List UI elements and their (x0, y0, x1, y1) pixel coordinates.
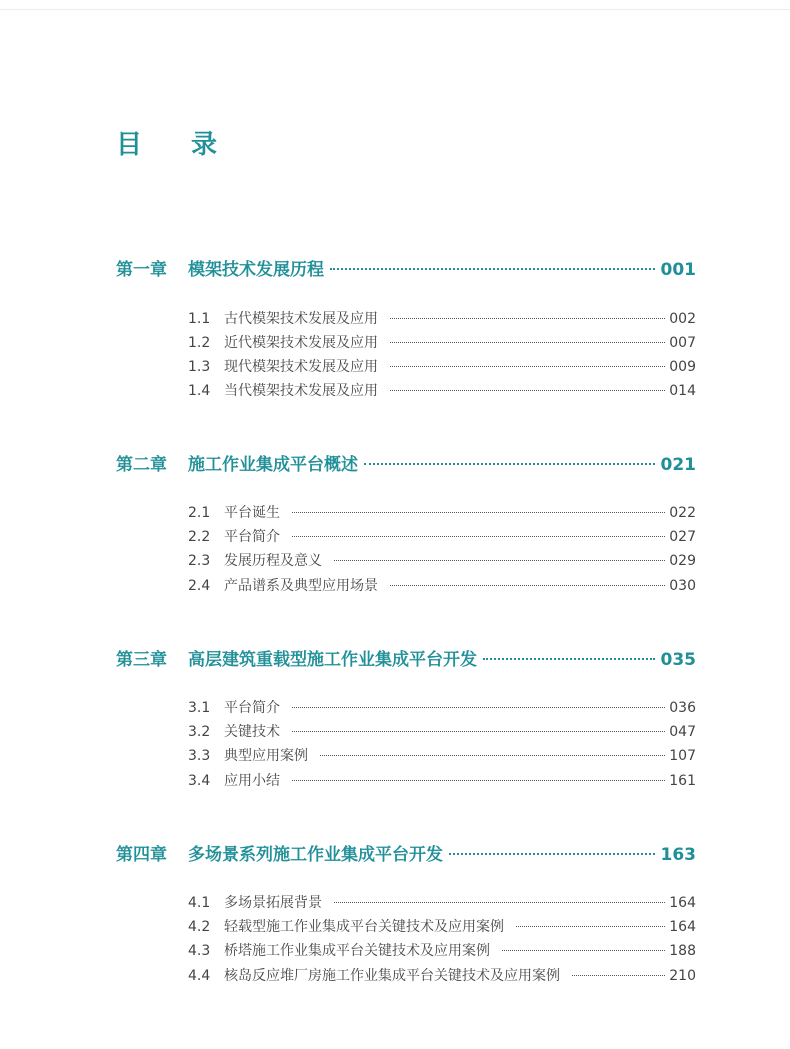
section-number: 4.4 (188, 968, 211, 984)
section-page: 164 (669, 919, 696, 935)
dot-leader (364, 463, 655, 465)
section-number: 3.4 (188, 773, 211, 789)
chapter-title: 施工作业集成平台概述 (188, 455, 358, 475)
section-title: 古代模架技术发展及应用 (224, 311, 378, 327)
dot-leader (449, 853, 655, 855)
dot-leader (572, 975, 665, 976)
section-page: 030 (669, 578, 696, 594)
dot-leader (292, 512, 665, 513)
section-title: 典型应用案例 (224, 748, 308, 764)
section-page: 036 (669, 700, 696, 716)
chapter-title: 多场景系列施工作业集成平台开发 (188, 845, 443, 865)
chapter-number: 第一章 (116, 260, 167, 280)
chapter-number: 第四章 (116, 845, 167, 865)
chapter-1-entry[interactable] (116, 259, 696, 281)
section-number: 2.3 (188, 553, 211, 569)
section-2-3-entry[interactable] (188, 551, 696, 571)
dot-leader (334, 560, 665, 561)
chapter-4-entry[interactable] (116, 844, 696, 866)
chapter-number: 第二章 (116, 455, 167, 475)
section-title: 应用小结 (224, 773, 280, 789)
section-title: 核岛反应堆厂房施工作业集成平台关键技术及应用案例 (224, 968, 560, 984)
chapter-page: 021 (660, 455, 696, 475)
section-2-4-entry[interactable] (188, 576, 696, 596)
section-2-1-entry[interactable] (188, 503, 696, 523)
section-title: 关键技术 (224, 724, 280, 740)
section-page: 022 (669, 505, 696, 521)
section-1-2-entry[interactable] (188, 333, 696, 353)
section-1-4-entry[interactable] (188, 381, 696, 401)
dot-leader (320, 755, 665, 756)
section-number: 2.4 (188, 578, 211, 594)
section-page: 027 (669, 529, 696, 545)
dot-leader (334, 902, 665, 903)
dot-leader (390, 366, 665, 367)
section-title: 发展历程及意义 (224, 553, 322, 569)
dot-leader (292, 780, 665, 781)
section-title: 平台诞生 (224, 505, 280, 521)
section-2-2-entry[interactable] (188, 527, 696, 547)
dot-leader (292, 707, 665, 708)
chapter-3-entry[interactable] (116, 649, 696, 671)
section-4-2-entry[interactable] (188, 917, 696, 937)
section-title: 轻载型施工作业集成平台关键技术及应用案例 (224, 919, 504, 935)
dot-leader (502, 950, 665, 951)
chapter-page: 001 (660, 260, 696, 280)
section-page: 029 (669, 553, 696, 569)
section-3-4-entry[interactable] (188, 771, 696, 791)
section-page: 014 (669, 383, 696, 399)
chapter-number: 第三章 (116, 650, 167, 670)
section-3-1-entry[interactable] (188, 698, 696, 718)
chapter-2-entry[interactable] (116, 454, 696, 476)
section-number: 4.2 (188, 919, 211, 935)
dot-leader (390, 585, 665, 586)
section-number: 1.3 (188, 359, 211, 375)
section-number: 2.2 (188, 529, 211, 545)
chapter-page: 163 (660, 845, 696, 865)
section-number: 3.3 (188, 748, 211, 764)
dot-leader (292, 536, 665, 537)
dot-leader (390, 342, 665, 343)
dot-leader (483, 658, 655, 660)
section-title: 现代模架技术发展及应用 (224, 359, 378, 375)
toc-title: 目 录 (116, 130, 238, 160)
section-number: 1.2 (188, 335, 211, 351)
dot-leader (330, 268, 655, 270)
section-page: 161 (669, 773, 696, 789)
section-page: 007 (669, 335, 696, 351)
dot-leader (516, 926, 665, 927)
chapter-page: 035 (660, 650, 696, 670)
section-number: 3.2 (188, 724, 211, 740)
section-4-3-entry[interactable] (188, 941, 696, 961)
section-title: 平台简介 (224, 700, 280, 716)
chapter-title: 高层建筑重载型施工作业集成平台开发 (188, 650, 477, 670)
section-4-4-entry[interactable] (188, 966, 696, 986)
section-1-1-entry[interactable] (188, 309, 696, 329)
section-4-1-entry[interactable] (188, 893, 696, 913)
section-number: 2.1 (188, 505, 211, 521)
section-page: 188 (669, 943, 696, 959)
dot-leader (390, 390, 665, 391)
section-3-2-entry[interactable] (188, 722, 696, 742)
dot-leader (390, 318, 665, 319)
section-title: 当代模架技术发展及应用 (224, 383, 378, 399)
section-number: 1.1 (188, 311, 211, 327)
dot-leader (292, 731, 665, 732)
section-page: 107 (669, 748, 696, 764)
section-number: 1.4 (188, 383, 211, 399)
section-1-3-entry[interactable] (188, 357, 696, 377)
top-rule (0, 9, 790, 10)
section-title: 近代模架技术发展及应用 (224, 335, 378, 351)
section-page: 047 (669, 724, 696, 740)
section-page: 164 (669, 895, 696, 911)
section-title: 桥塔施工作业集成平台关键技术及应用案例 (224, 943, 490, 959)
section-title: 平台简介 (224, 529, 280, 545)
section-page: 210 (669, 968, 696, 984)
section-title: 多场景拓展背景 (224, 895, 322, 911)
section-number: 4.3 (188, 943, 211, 959)
section-page: 009 (669, 359, 696, 375)
section-page: 002 (669, 311, 696, 327)
chapter-title: 模架技术发展历程 (188, 260, 324, 280)
section-number: 4.1 (188, 895, 211, 911)
section-title: 产品谱系及典型应用场景 (224, 578, 378, 594)
section-number: 3.1 (188, 700, 211, 716)
section-3-3-entry[interactable] (188, 746, 696, 766)
